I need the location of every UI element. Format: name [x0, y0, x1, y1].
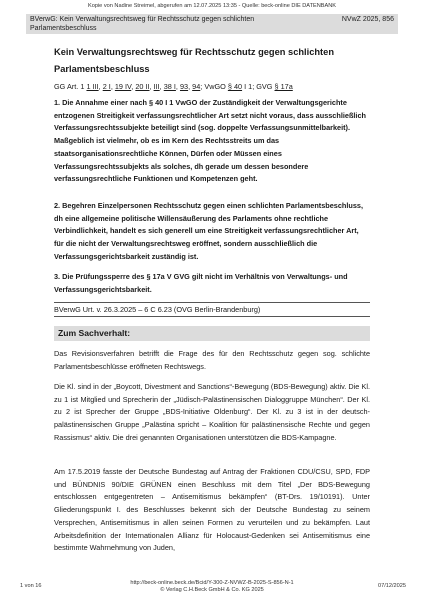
gg-article-link[interactable]: 1 III	[86, 82, 99, 91]
page-number: 1 von 16	[20, 583, 42, 589]
section-heading: Zum Sachverhalt:	[58, 328, 131, 338]
document-header	[26, 14, 398, 34]
download-note: Kopie von Nadine Streimel, abgerufen am 12.07.2025 13:35 - Quelle: beck-online DIE DATENBANK	[87, 3, 337, 9]
separator-line	[54, 302, 370, 303]
norm-references	[54, 82, 370, 92]
separator-line	[54, 316, 370, 317]
gg-article-link[interactable]: 2 I	[102, 82, 111, 91]
norm-parts: 1 III, 2 I, 19 IV, 20 II, III, 38 I, 93, 94	[86, 82, 201, 91]
norm-mid: ; VwGO	[200, 82, 228, 91]
footer-center	[0, 580, 424, 594]
gg-article-link[interactable]: III	[153, 82, 160, 91]
copyright: © Verlag C.H.Beck GmbH & Co. KG 2025	[160, 587, 264, 593]
body-paragraph: Die Kl. sind in der „Boycott, Divestment and Sanctions“-Bewegung (BDS-Bewegung) aktiv. Die Kl. zu 1 ist Mitglied und Sprecherin der „Jüdisch-Palästinensischen Dialoggruppe München“. Der Kl. zu 2 ist Sprecher der Gruppe „BDS-Initiative Oldenburg“. Der Kl. zu 3 ist in der deutsch-palästinensischen Gruppe „Palästina spricht – Koalition für palästinensische Rechte und gegen Rassismus“ aktiv. Die drei genannten Organisationen unterstützen die BDS-Kampagne.	[54, 382, 370, 442]
gg-article-link[interactable]: 19 IV	[114, 82, 132, 91]
norm-prefix: GG Art. 1	[54, 82, 85, 91]
vwgo-link[interactable]: § 40	[227, 82, 243, 91]
gg-article-link[interactable]: 38 I	[163, 82, 176, 91]
headnote-3: 3. Die Prüfungssperre des § 17a V GVG gilt nicht im Verhältnis von Verwaltungs- und Verfassungsgerichtsbarkeit.	[54, 272, 348, 294]
headnote-1: 1. Die Annahme einer nach § 40 I 1 VwGO der Zuständigkeit der Verwaltungsgerichte entzogenen Streitigkeit verfassungsrechtlicher Art setzt nicht voraus, dass ausschließlich Verfassungsrechtssubjekte beteiligt sind (sog. doppelte Verfassungsunmittelbarkeit). Maßgeblich ist vielmehr, ob es im Kern des Rechtsstreits um das staatsorganisationsrechtliche Können, Dürfen oder Müssen eines Verfassungsrechtssubjekts als solches, dh gerade um dessen besondere verfassungsrechtliche Funktionen und Kompetenzen geht.	[54, 98, 366, 184]
header-title: BVerwG: Kein Verwaltungsrechtsweg für Rechtsschutz gegen schlichten Parlamentsbeschluss	[30, 16, 255, 32]
decision-title: Kein Verwaltungsrechtsweg für Rechtsschutz gegen schlichten Parlamentsbeschluss	[54, 47, 335, 74]
decision-reference: BVerwG Urt. v. 26.3.2025 – 6 C 6.23 (OVG Berlin-Brandenburg)	[54, 305, 261, 314]
gg-article-link[interactable]: 20 II	[135, 82, 150, 91]
gg-article-link[interactable]: 94	[192, 82, 201, 91]
gvg-link[interactable]: § 17a	[274, 82, 293, 91]
gg-article-link[interactable]: 93	[179, 82, 189, 91]
source-url[interactable]: http://beck-online.beck.de/Bcid/Y-300-Z-NVWZ-B-2025-S-856-N-1	[130, 580, 294, 586]
norm-vwgo-suffix: I 1; GVG	[242, 82, 275, 91]
headnote-2: 2. Begehren Einzelpersonen Rechtsschutz gegen einen schlichten Parlamentsbeschluss, dh eine allgemeine politische Willensäußerung des Parlaments ohne rechtliche Verbindlichkeit, handelt es sich generell um eine Streitigkeit verfassungsrechtlicher Art, für die nicht der Verwaltungsrechtsweg eröffnet, sondern ausschließlich die Verfassungsgerichtsbarkeit zuständig ist.	[54, 201, 363, 261]
body-paragraph: Das Revisionsverfahren betrifft die Frage des für den Rechtsschutz gegen sog. schlichte Parlamentsbeschlüsse eröffneten Rechtswegs.	[54, 349, 370, 371]
header-citation: NVwZ 2025, 856	[341, 16, 394, 23]
body-paragraph: Am 17.5.2019 fasste der Deutsche Bundestag auf Antrag der Fraktionen CDU/CSU, SPD, FDP und BÜNDNIS 90/DIE GRÜNEN einen Beschluss mit dem Titel „Der BDS-Bewegung entschlossen entgegentreten – Antisemitismus bekämpfen“ (BT-Drs. 19/10191). Unter Gliederungspunkt I. des Beschlusses bekennt sich der Deutsche Bundestag zu seinem Versprechen, Antisemitismus in allen seinen Formen zu verurteilen und zu bekämpfen. Laut Arbeitsdefinition der Internationalen Allianz für Holocaust-Gedenken sei Antisemitismus eine bestimmte Wahrnehmung von Juden,	[54, 467, 370, 553]
section-heading-bar	[54, 326, 370, 341]
print-date: 07/12/2025	[378, 583, 406, 589]
